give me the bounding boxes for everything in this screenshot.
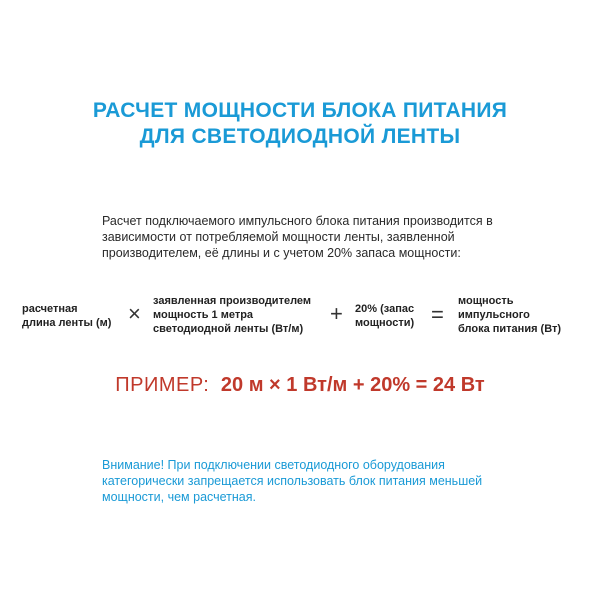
multiply-operator: × [128, 301, 141, 326]
formula-term-result-line: мощность [458, 295, 514, 307]
example-label: ПРИМЕР: [115, 374, 210, 396]
power-formula [0, 292, 600, 342]
example-formula: 20 м × 1 Вт/м + 20% = 24 Вт [220, 374, 485, 396]
formula-term-reserve-line: мощности) [355, 317, 415, 329]
title-line-2: ДЛЯ СВЕТОДИОДНОЙ ЛЕНТЫ [139, 125, 461, 148]
page-title [0, 98, 600, 150]
formula-term-nominal-power [153, 294, 311, 336]
formula-term-nominal-line: мощность 1 метра [153, 309, 254, 321]
formula-term-result-line: импульсного [458, 309, 530, 321]
warning-paragraph: Внимание! При подключении светодиодного оборудования категорически запрещается использовать блок питания меньшей мощности, чем расчетная. [102, 458, 483, 504]
equals-operator: = [431, 302, 444, 327]
intro-paragraph: Расчет подключаемого импульсного блока питания производится в зависимости от потребляемой мощности ленты, заявленной производителем, её длины и с учетом 20% запаса мощности: [102, 214, 493, 260]
formula-term-nominal-line: заявленная производителем [153, 295, 312, 307]
formula-term-reserve [355, 302, 414, 330]
plus-operator: + [330, 301, 343, 326]
formula-term-nominal-line: светодиодной ленты (Вт/м) [153, 323, 304, 335]
formula-term-result-line: блока питания (Вт) [458, 323, 562, 335]
formula-term-reserve-line: 20% (запас [355, 303, 415, 315]
formula-term-result [458, 294, 561, 336]
example-line [0, 372, 600, 398]
formula-term-length-line: длина ленты (м) [22, 317, 112, 329]
formula-term-length-line: расчетная [22, 303, 78, 315]
formula-term-length [22, 302, 111, 330]
title-line-1: РАСЧЕТ МОЩНОСТИ БЛОКА ПИТАНИЯ [92, 99, 508, 122]
